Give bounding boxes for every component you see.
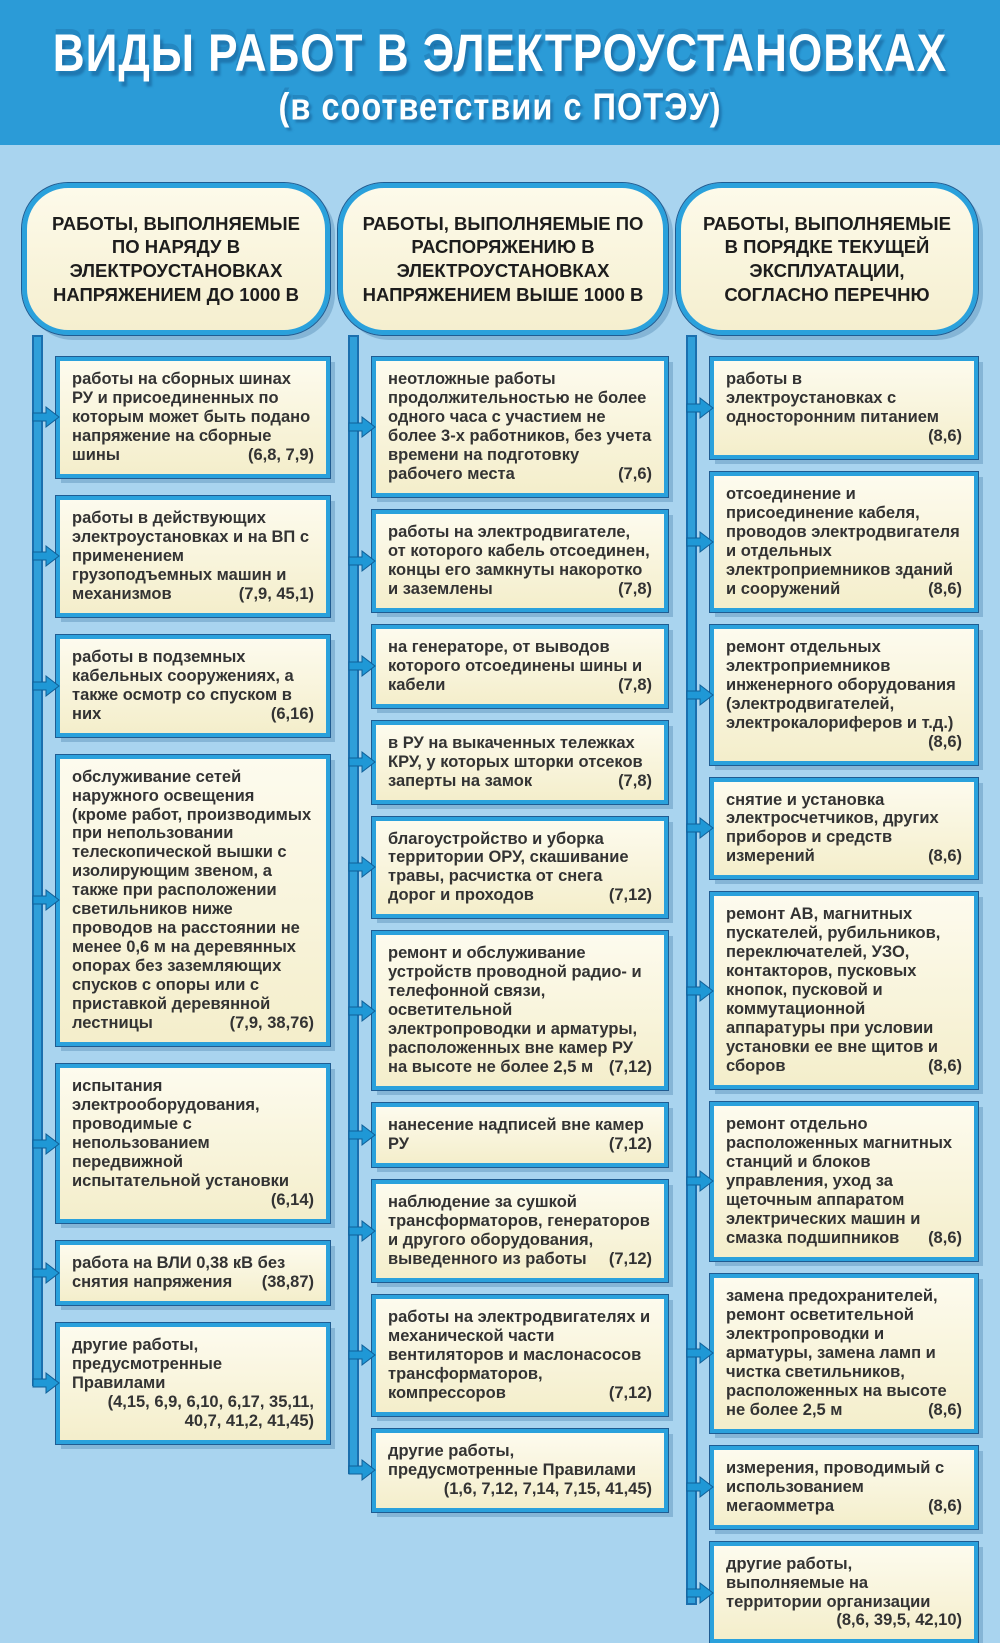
work-item	[710, 1542, 978, 1643]
work-item-text: работы на электродвигателе, от которого кабель отсоединен, концы его замкнуты накоротко и заземлены	[388, 522, 650, 598]
work-item-ref: (8,6)	[928, 732, 962, 751]
work-item-ref: (8,6)	[928, 847, 962, 866]
arrow-right-icon	[33, 674, 60, 698]
arrow-right-icon	[687, 979, 714, 1003]
work-item-ref: (8,6, 39,5, 42,10)	[836, 1611, 962, 1630]
work-item-text: нанесение надписей вне камер РУ	[388, 1116, 644, 1154]
work-item-text: измерения, проводимый с использованием мегаомметра	[726, 1458, 945, 1515]
work-item-ref: (7,9, 45,1)	[238, 584, 314, 603]
arrow-right-icon	[687, 1341, 714, 1365]
work-item-text: наблюдение за сушкой трансформаторов, генераторов и другого оборудования, выведенного из работы	[388, 1193, 650, 1268]
arrow-right-icon	[349, 654, 376, 678]
work-item	[56, 1323, 330, 1444]
work-item-ref: (7,12)	[608, 1135, 652, 1154]
arrow-right-icon	[349, 999, 376, 1023]
work-item-text: работы на сборных шинах РУ и присоединенных по которым может быть подано напряжение на сборные шины	[72, 370, 311, 464]
work-item	[372, 510, 668, 612]
work-item-ref: (7,12)	[608, 1383, 652, 1402]
arrow-right-icon	[687, 1581, 714, 1605]
arrow-right-icon	[349, 549, 376, 573]
work-item-ref: (38,87)	[261, 1272, 314, 1291]
work-item-text: замена предохранителей, ремонт осветительной электропроводки и арматуры, замена ламп и чистка светильников, расположенных на высоте не более 2,5 м	[726, 1286, 947, 1419]
work-item-ref: (6,8, 7,9)	[247, 445, 314, 464]
work-item-ref: (4,15, 6,9, 6,10, 6,17, 35,11, 40,7, 41,2, 41,45)	[107, 1392, 314, 1430]
arrow-right-icon	[349, 1219, 376, 1243]
work-item-text: ремонт отдельных электроприемников инженерного оборудования (электродвигателей, электрокалориферов и т.д.)	[726, 637, 956, 732]
arrow-right-icon	[33, 544, 60, 568]
work-item	[372, 721, 668, 804]
work-item	[56, 755, 330, 1047]
arrow-right-icon	[349, 1458, 376, 1482]
work-item-text: работа на ВЛИ 0,38 кВ без снятия напряжения	[72, 1253, 286, 1291]
arrow-right-icon	[687, 816, 714, 840]
work-item-ref: (7,12)	[608, 1058, 652, 1077]
work-item	[372, 1103, 668, 1167]
work-item-ref: (7,8)	[618, 771, 652, 790]
poster-content	[0, 145, 1000, 1643]
connector-rail	[32, 335, 43, 1386]
arrow-right-icon	[33, 1261, 60, 1285]
work-item-ref: (6,14)	[270, 1190, 314, 1209]
work-item	[710, 778, 978, 880]
work-item-text: отсоединение и присоединение кабеля, проводов электродвигателя и отдельных электроприемников зданий и сооружений	[726, 484, 960, 598]
arrow-right-icon	[687, 1475, 714, 1499]
arrow-right-icon	[33, 1132, 60, 1156]
arrow-right-icon	[687, 530, 714, 554]
work-item	[56, 635, 330, 737]
work-item	[372, 1180, 668, 1282]
column-rasporyazhenie	[338, 183, 668, 1643]
work-item-ref: (7,6)	[618, 464, 652, 483]
arrow-right-icon	[349, 855, 376, 879]
work-item-text: ремонт АВ, магнитных пускателей, рубильников, переключателей, УЗО, контакторов, пусковых кнопок, пусковой и коммутационной аппаратуры при условии установки ее вне щитов и сборов	[726, 905, 941, 1076]
work-item	[710, 892, 978, 1089]
work-item-text: другие работы, предусмотренные Правилами	[72, 1335, 223, 1392]
work-item	[710, 1446, 978, 1529]
column-items	[710, 357, 978, 1643]
work-item-ref: (8,6)	[928, 1400, 962, 1419]
column-header: РАБОТЫ, ВЫПОЛНЯЕМЫЕ ПО РАСПОРЯЖЕНИЮ В ЭЛЕКТРОУСТАНОВКАХ НАПРЯЖЕНИЕМ ВЫШЕ 1000 В	[338, 183, 668, 335]
work-item-ref: (8,6)	[928, 426, 962, 445]
work-item	[372, 625, 668, 708]
work-item	[372, 931, 668, 1090]
work-item	[710, 1102, 978, 1261]
work-item-text: благоустройство и уборка территории ОРУ, скашивание травы, расчистка от снега дорог и проходов	[388, 829, 629, 905]
work-item-ref: (8,6)	[928, 1496, 962, 1515]
work-item-text: обслуживание сетей наружного освещения (кроме работ, производимых при непользовании телескопической вышки с изолирующим звеном, а также при расположении светильников ниже проводов на расстоянии не менее 0,6 м на деревянных опорах без заземляющих спусков с опоры или с приставкой деревянной лестницы	[72, 767, 312, 1033]
work-item	[710, 357, 978, 459]
work-item-ref: (7,8)	[618, 579, 652, 598]
work-item-text: работы в действующих электроустановках и на ВП с применением грузоподъемных машин и механизмов	[72, 508, 309, 603]
poster-subtitle: (в соответствии с ПОТЭУ)	[278, 85, 722, 129]
work-item	[56, 1064, 330, 1223]
work-item-ref: (7,12)	[608, 1250, 652, 1268]
arrow-right-icon	[33, 405, 60, 429]
work-item	[56, 357, 330, 478]
work-item-ref: (7,8)	[618, 675, 652, 694]
work-item	[372, 1295, 668, 1416]
column-header: РАБОТЫ, ВЫПОЛНЯЕМЫЕ В ПОРЯДКЕ ТЕКУЩЕЙ ЭКСПЛУАТАЦИИ, СОГЛАСНО ПЕРЕЧНЮ	[676, 183, 978, 335]
column-tekushchaya-ekspluatatsiya	[676, 183, 978, 1643]
poster-header	[0, 0, 1000, 145]
work-item	[372, 1429, 668, 1512]
work-item-text: работы в подземных кабельных сооружениях, а также осмотр со спуском в них	[72, 647, 294, 723]
work-item-ref: (8,6)	[928, 1228, 962, 1247]
connector-rail	[686, 335, 697, 1605]
work-item-text: ремонт и обслуживание устройств проводной радио- и телефонной связи, осветительной электропроводки и арматуры, расположенных вне камер РУ на высоте не более 2,5 м	[388, 944, 642, 1077]
column-header: РАБОТЫ, ВЫПОЛНЯЕМЫЕ ПО НАРЯДУ В ЭЛЕКТРОУСТАНОВКАХ НАПРЯЖЕНИЕМ ДО 1000 В	[22, 183, 330, 335]
arrow-right-icon	[349, 415, 376, 439]
arrow-right-icon	[349, 1123, 376, 1147]
poster-title: ВИДЫ РАБОТ В ЭЛЕКТРОУСТАНОВКАХ	[52, 23, 948, 83]
arrow-right-icon	[33, 888, 60, 912]
work-item-text: работы на электродвигателях и механической части вентиляторов и маслонасосов трансформаторов, компрессоров	[388, 1307, 651, 1402]
work-item-text: другие работы, выполняемые на территории организации	[726, 1554, 931, 1611]
work-item-text: на генераторе, от выводов которого отсоединены шины и кабели	[388, 637, 643, 694]
work-item	[372, 817, 668, 919]
column-items	[56, 357, 330, 1444]
arrow-right-icon	[33, 1371, 60, 1395]
connector-rail	[348, 335, 359, 1474]
work-item	[56, 496, 330, 617]
arrow-right-icon	[349, 1343, 376, 1367]
column-items	[372, 357, 668, 1512]
work-item-text: в РУ на выкаченных тележках КРУ, у которых шторки отсеков заперты на замок	[388, 733, 643, 790]
work-item-text: другие работы, предусмотренные Правилами	[388, 1441, 637, 1479]
arrow-right-icon	[349, 750, 376, 774]
work-item-ref: (7,12)	[608, 886, 652, 905]
arrow-right-icon	[687, 683, 714, 707]
work-item-text: неотложные работы продолжительностью не более одного часа с участием не более 3-х работников, без учета времени на подготовку рабочего места	[388, 370, 652, 483]
column-naryad	[22, 183, 330, 1643]
work-item-text: ремонт отдельно расположенных магнитных станций и блоков управления, уход за щеточным аппаратом электрических машин и смазка подшипников	[726, 1115, 953, 1247]
work-item	[710, 625, 978, 765]
work-item-ref: (6,16)	[270, 704, 314, 723]
work-item-ref: (8,6)	[928, 579, 962, 598]
work-item-ref: (7,9, 38,76)	[229, 1014, 314, 1033]
arrow-right-icon	[687, 1169, 714, 1193]
work-item-text: снятие и установка электросчетчиков, других приборов и средств измерений	[726, 790, 939, 866]
work-item	[710, 472, 978, 612]
work-item-ref: (8,6)	[928, 1057, 962, 1076]
work-item	[710, 1274, 978, 1433]
work-item-text: работы в электроустановках с односторонним питанием	[726, 370, 939, 426]
arrow-right-icon	[687, 396, 714, 420]
work-item	[56, 1241, 330, 1305]
work-item	[372, 357, 668, 497]
work-item-text: испытания электрооборудования, проводимые с непользованием передвижной испытательной установки	[72, 1077, 290, 1190]
work-item-ref: (1,6, 7,12, 7,14, 7,15, 41,45)	[443, 1479, 652, 1498]
